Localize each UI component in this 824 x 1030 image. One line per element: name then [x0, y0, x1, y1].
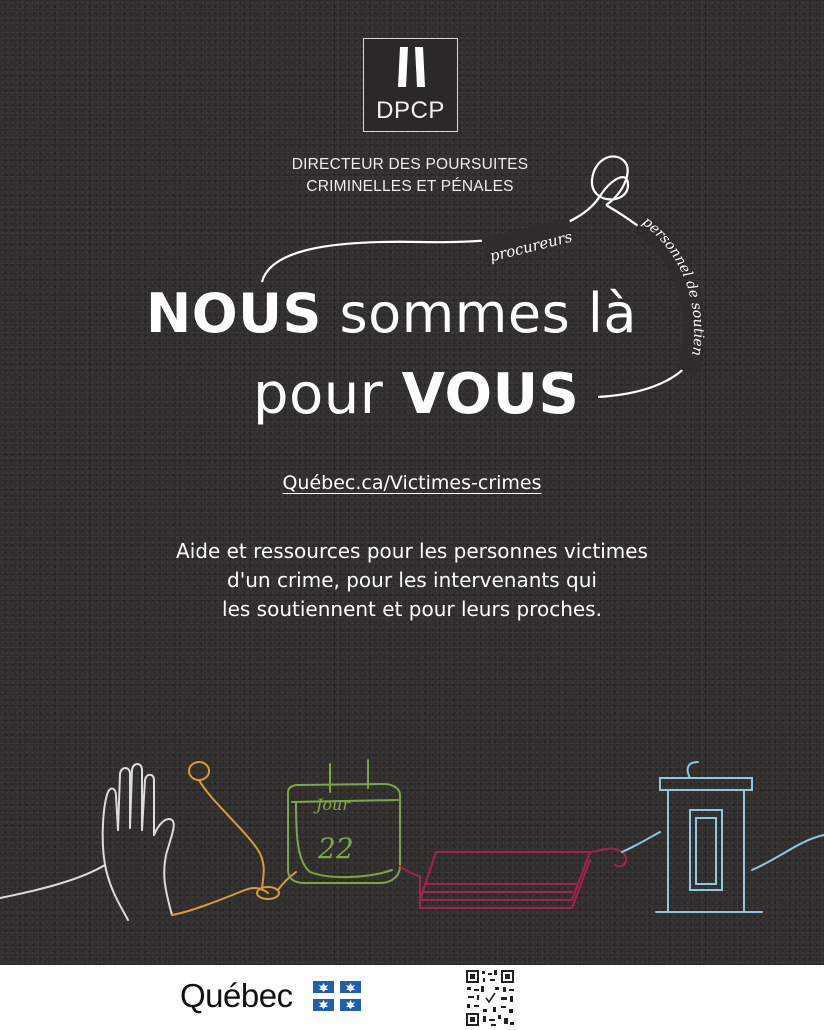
calendar-icon [288, 760, 400, 883]
headline-line-1 [146, 282, 637, 345]
description-line-1: Aide et ressources pour les personnes victimes [176, 539, 648, 563]
victims-link-wrapper [0, 472, 824, 494]
quebec-wordmark: Québec [180, 977, 293, 1014]
headline-vous: VOUS [401, 362, 580, 427]
microphone-icon [172, 762, 296, 915]
headline-pour: pour [253, 362, 402, 427]
ribbon-label-personnel: personnel de soutien [639, 213, 707, 358]
calendar-label: Jour [316, 795, 350, 814]
victims-crimes-link[interactable]: Québec.ca/Victimes-crimes [282, 472, 542, 494]
raised-hand-icon [0, 764, 174, 920]
line-art-illustration [0, 740, 824, 965]
qr-code-icon[interactable] [465, 969, 515, 1027]
headline-line-2 [253, 362, 579, 427]
book-icon [400, 848, 626, 908]
footer [0, 965, 824, 1030]
headline-nous: NOUS [146, 282, 322, 345]
quebec-flag-icon [313, 981, 361, 1011]
description-line-3: les soutiennent et pour leurs proches. [222, 597, 602, 621]
ribbon-label-procureurs: procureurs [487, 227, 575, 266]
description-line-2: d'un crime, pour les intervenants qui [227, 568, 597, 592]
headline-sommes-la: sommes là [321, 282, 638, 345]
calendar-day: 22 [318, 832, 354, 865]
podium-icon [622, 762, 824, 912]
organization-line-1: DIRECTEUR DES POURSUITES [291, 156, 529, 173]
organization-line-2: CRIMINELLES ET PÉNALES [306, 178, 514, 195]
logo-text: DPCP [376, 97, 445, 124]
